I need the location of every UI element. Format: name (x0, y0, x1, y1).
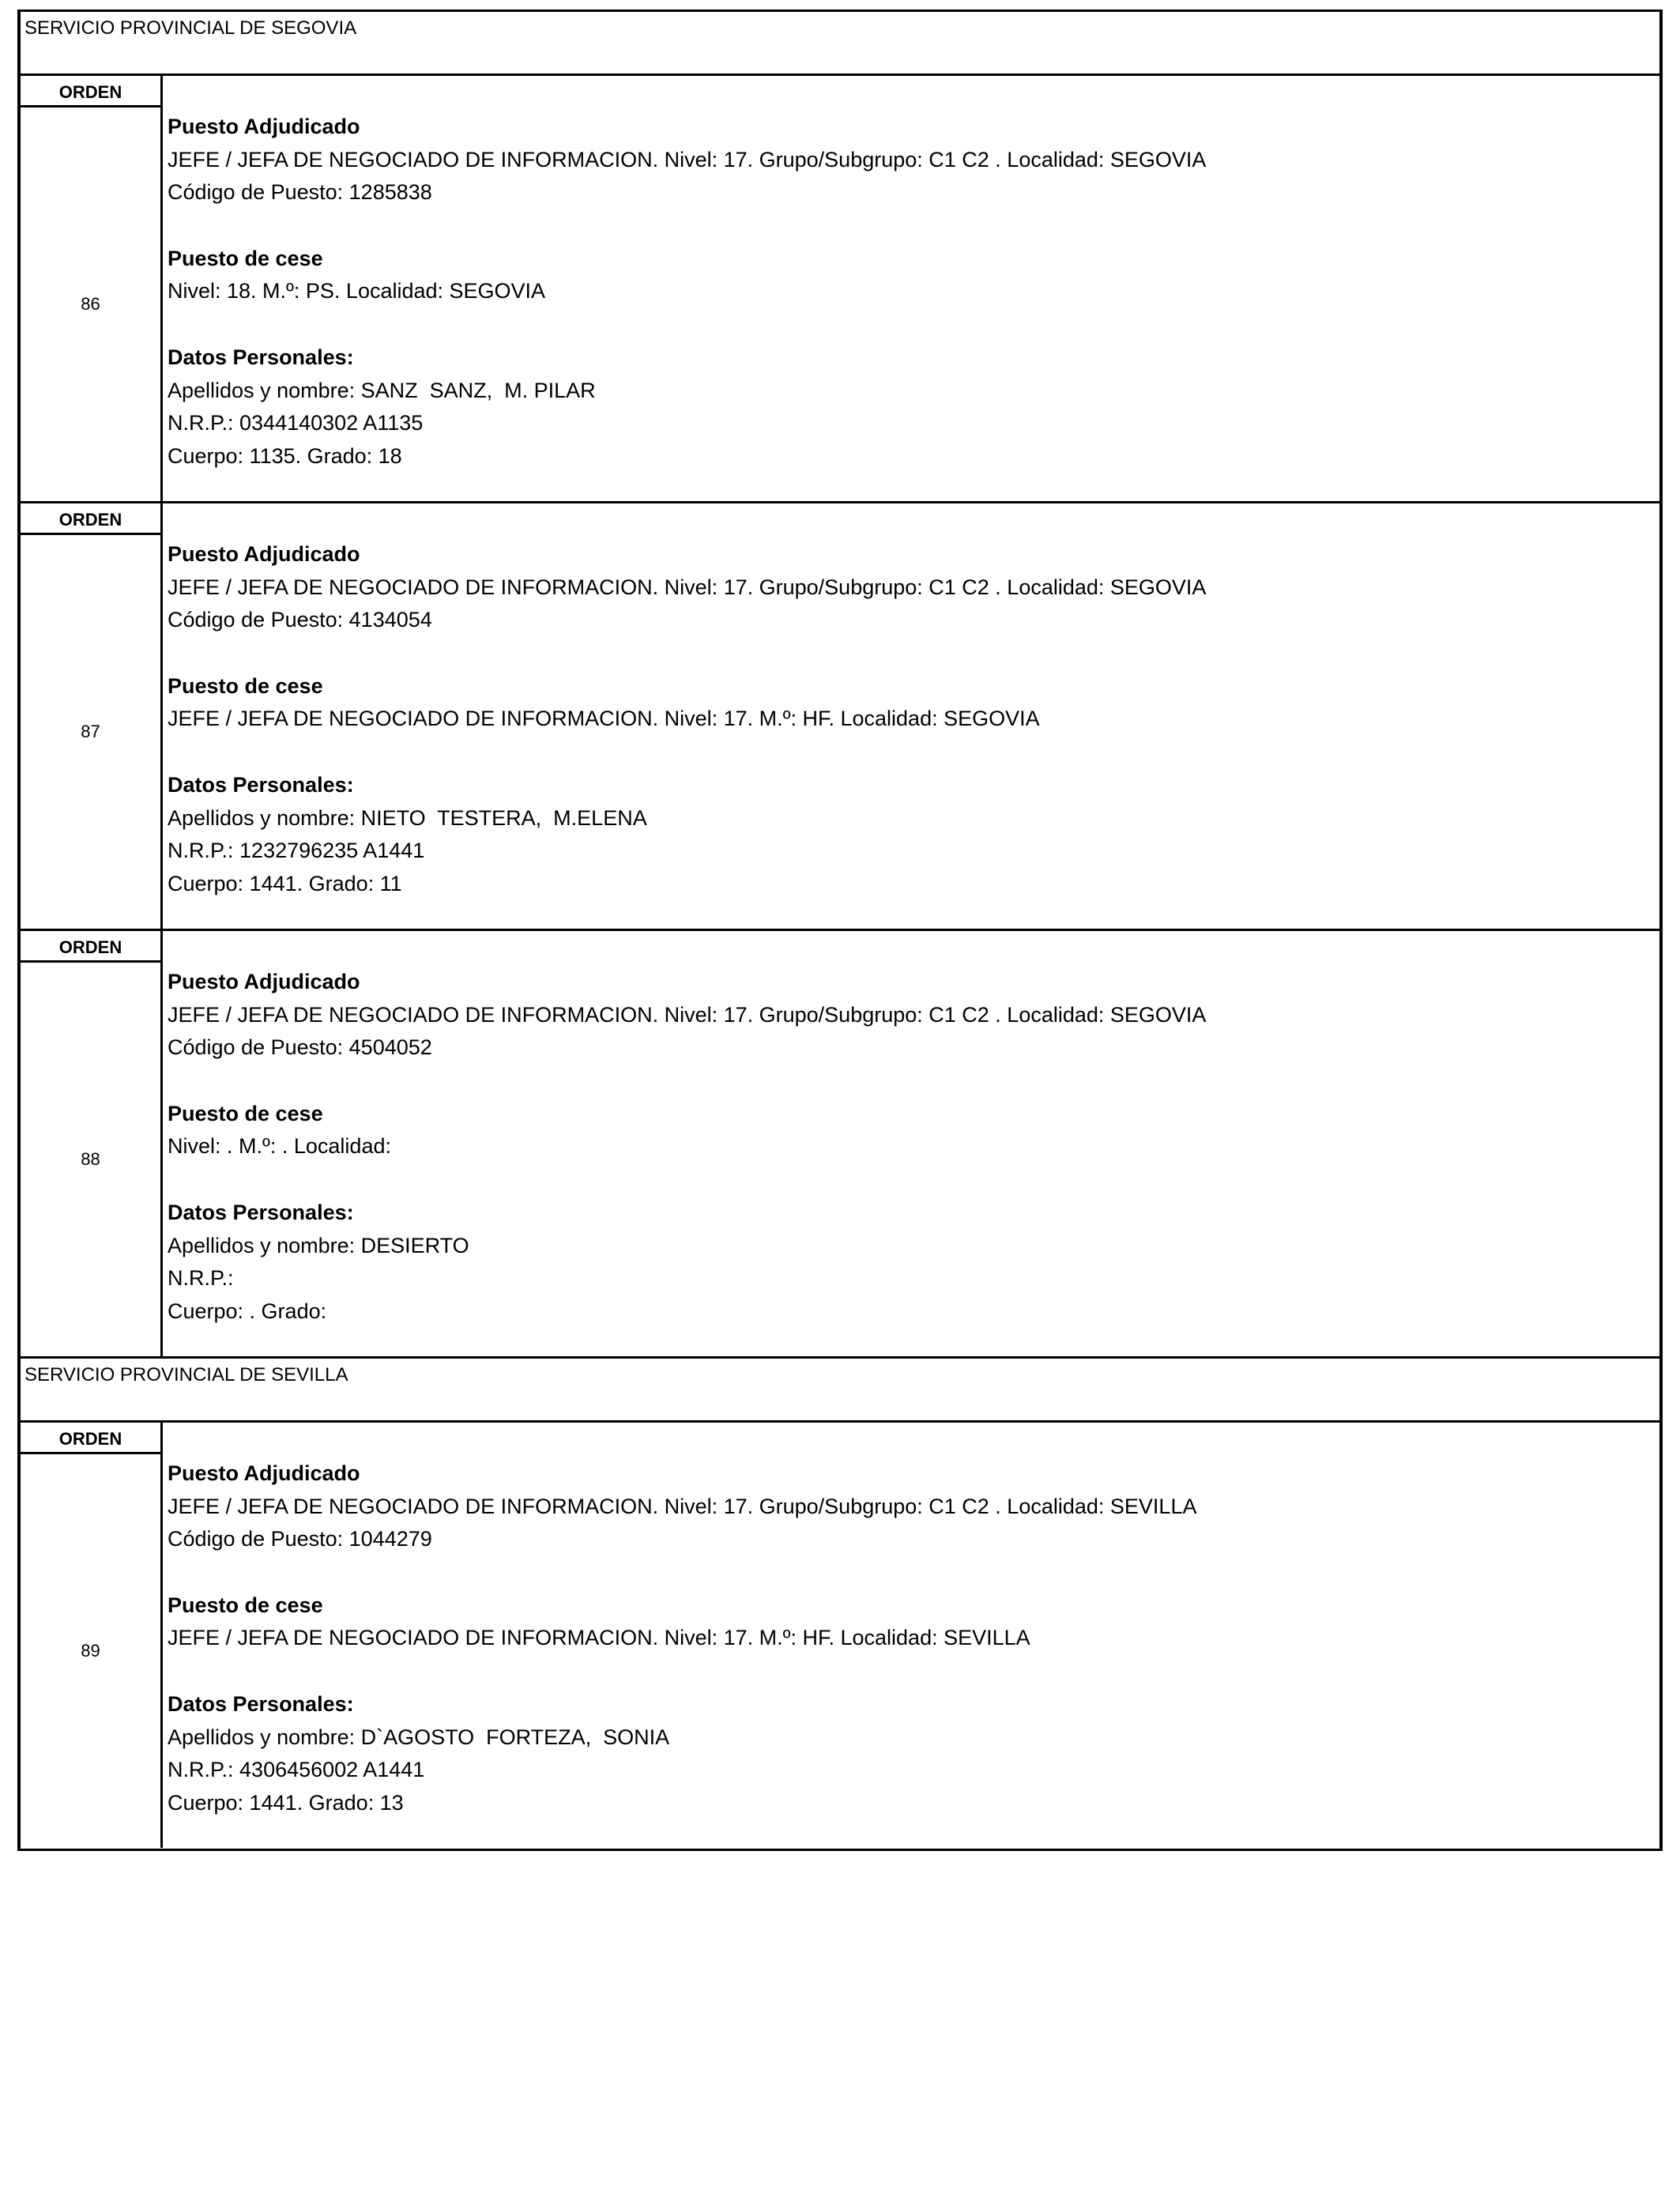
puesto-cese-text: JEFE / JEFA DE NEGOCIADO DE INFORMACION. Nivel: 17. M.º: HF. Localidad: SEVILLA (168, 1626, 1030, 1650)
puesto-adjudicado-heading: Puesto Adjudicado (168, 115, 360, 138)
orden-number: 87 (81, 722, 100, 741)
orden-number: 86 (81, 294, 100, 314)
cuerpo-grado: Cuerpo: 1441. Grado: 11 (168, 871, 402, 895)
puesto-cese-heading: Puesto de cese (168, 1101, 323, 1125)
puesto-adjudicado-heading: Puesto Adjudicado (168, 542, 360, 566)
document-table (17, 9, 1663, 1851)
puesto-adjudicado-text: JEFE / JEFA DE NEGOCIADO DE INFORMACION. Nivel: 17. Grupo/Subgrupo: C1 C2 . Localidad: SEVILLA (168, 1494, 1197, 1518)
codigo-puesto: Código de Puesto: 4504052 (168, 1035, 432, 1060)
datos-personales-heading: Datos Personales: (168, 345, 354, 369)
entry-row (21, 1423, 1659, 1848)
orden-column (21, 931, 163, 1356)
spacer (168, 209, 1659, 243)
orden-number: 88 (81, 1149, 100, 1169)
orden-label: ORDEN (21, 931, 160, 963)
cuerpo-grado: Cuerpo: . Grado: (168, 1299, 327, 1323)
nrp: N.R.P.: 1232796235 A1441 (168, 839, 425, 863)
puesto-adjudicado-heading: Puesto Adjudicado (168, 1461, 360, 1485)
apellidos-nombre: Apellidos y nombre: NIETO TESTERA, M.ELENA (168, 805, 647, 830)
orden-column (21, 503, 163, 929)
puesto-cese-heading: Puesto de cese (168, 1593, 323, 1617)
entry-row (21, 503, 1659, 931)
puesto-cese-heading: Puesto de cese (168, 246, 323, 270)
orden-number: 89 (81, 1641, 100, 1661)
codigo-puesto: Código de Puesto: 4134054 (168, 608, 432, 632)
datos-personales-heading: Datos Personales: (168, 772, 354, 797)
nrp: N.R.P.: (168, 1266, 234, 1291)
orden-column (21, 76, 163, 501)
puesto-adjudicado-text: JEFE / JEFA DE NEGOCIADO DE INFORMACION. Nivel: 17. Grupo/Subgrupo: C1 C2 . Localidad: SEGOVIA (168, 147, 1207, 172)
spacer (168, 1065, 1659, 1098)
apellidos-nombre: Apellidos y nombre: SANZ SANZ, M. PILAR (168, 378, 596, 402)
spacer (168, 637, 1659, 670)
puesto-cese-heading: Puesto de cese (168, 673, 323, 698)
datos-personales-heading: Datos Personales: (168, 1200, 354, 1224)
entry-details (163, 503, 1659, 929)
entry-row (21, 76, 1659, 503)
entry-details (163, 931, 1659, 1356)
puesto-cese-text: JEFE / JEFA DE NEGOCIADO DE INFORMACION. Nivel: 17. M.º: HF. Localidad: SEGOVIA (168, 707, 1040, 731)
puesto-adjudicado-heading: Puesto Adjudicado (168, 970, 360, 993)
nrp: N.R.P.: 0344140302 A1135 (168, 411, 424, 435)
entry-details (163, 76, 1659, 501)
orden-label: ORDEN (21, 1423, 160, 1454)
puesto-cese-text: Nivel: 18. M.º: PS. Localidad: SEGOVIA (168, 279, 546, 303)
puesto-cese-text: Nivel: . M.º: . Localidad: (168, 1134, 391, 1159)
codigo-puesto: Código de Puesto: 1044279 (168, 1527, 432, 1551)
datos-personales-heading: Datos Personales: (168, 1691, 354, 1716)
orden-label: ORDEN (21, 503, 160, 535)
puesto-adjudicado-text: JEFE / JEFA DE NEGOCIADO DE INFORMACION. Nivel: 17. Grupo/Subgrupo: C1 C2 . Localidad: SEGOVIA (168, 575, 1207, 599)
spacer (168, 308, 1659, 341)
spacer (168, 1163, 1659, 1197)
spacer (168, 736, 1659, 769)
apellidos-nombre: Apellidos y nombre: DESIERTO (168, 1233, 469, 1257)
nrp: N.R.P.: 4306456002 A1441 (168, 1758, 425, 1782)
apellidos-nombre: Apellidos y nombre: D`AGOSTO FORTEZA, SONIA (168, 1725, 670, 1749)
orden-label: ORDEN (21, 76, 160, 107)
entry-row (21, 931, 1659, 1359)
spacer (168, 1556, 1659, 1589)
cuerpo-grado: Cuerpo: 1441. Grado: 13 (168, 1790, 404, 1815)
cuerpo-grado: Cuerpo: 1135. Grado: 18 (168, 443, 402, 468)
orden-column (21, 1423, 163, 1848)
entry-details (163, 1423, 1659, 1848)
puesto-adjudicado-text: JEFE / JEFA DE NEGOCIADO DE INFORMACION. Nivel: 17. Grupo/Subgrupo: C1 C2 . Localidad: SEGOVIA (168, 1002, 1207, 1027)
codigo-puesto: Código de Puesto: 1285838 (168, 180, 432, 205)
service-header-sevilla: SERVICIO PROVINCIAL DE SEVILLA (21, 1359, 1659, 1423)
spacer (168, 1655, 1659, 1688)
service-header-segovia: SERVICIO PROVINCIAL DE SEGOVIA (21, 12, 1659, 76)
